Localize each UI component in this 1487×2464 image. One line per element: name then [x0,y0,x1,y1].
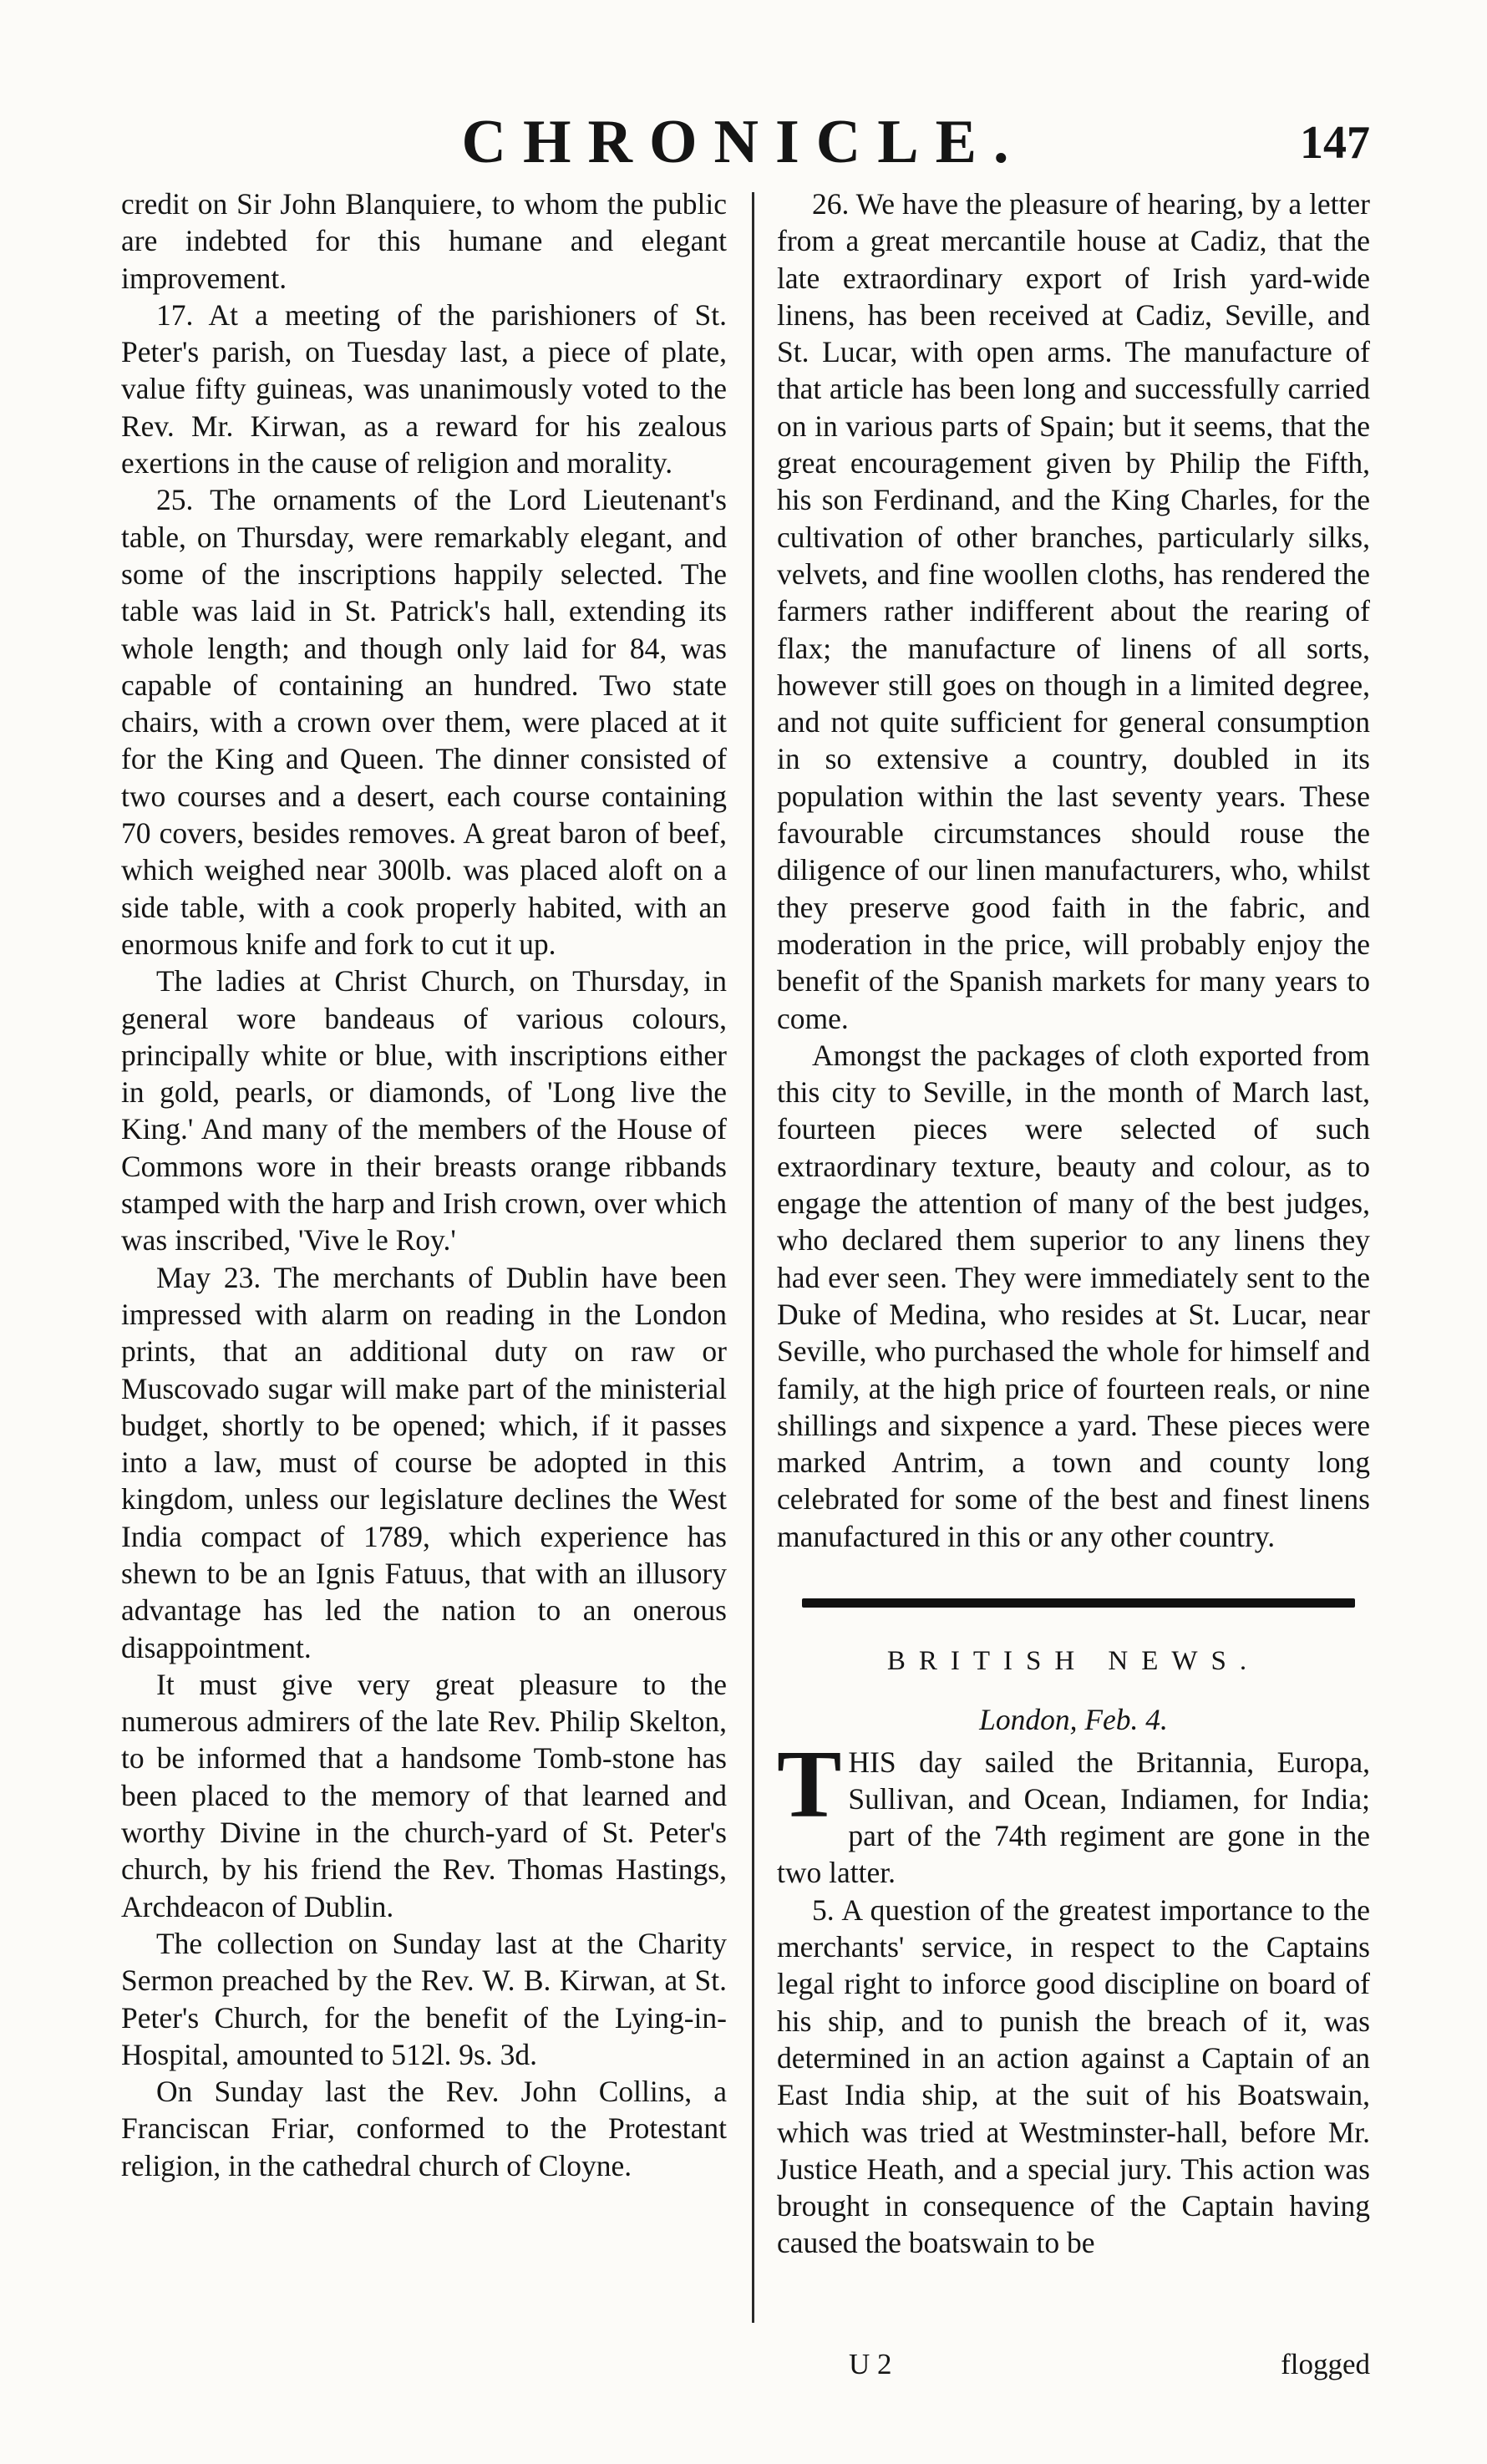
section-heading: BRITISH NEWS. [886,1645,1261,1676]
drop-cap: T [777,1730,842,1838]
catchword: flogged [1281,2348,1370,2380]
page-number: 147 [1300,117,1370,169]
paragraph: The ladies at Christ Church, on Thursday, in general wore bandeaus of various colours, principally white or blue, with inscriptions either in gold, pearls, or diamonds, of 'Long live the King.' And many of the members of the House of Commons wore in their breasts orange ribbands stamped with the harp and Irish crown, over which was inscribed, 'Vive le Roy.' [121,964,727,1257]
section-separator-rule [802,1598,1355,1608]
paragraph: 26. We have the pleasure of hearing, by a letter from a great mercantile house at Cadiz, that the late extraordinary export of Irish yard-wide linens, has been received at Cadiz, Seville, and St. Lucar, with open arms. The manufacture of that article has been long and successfully carried on in various parts of Spain; but it seems, that the great encouragement given by Philip the Fifth, his son Ferdinand, and the King Charles, for the cultivation of other branches, particularly silks, velvets, and fine woollen cloths, has rendered the farmers rather indifferent about the rearing of flax; the manufacture of linens of all sorts, however still goes on though in a limited degree, and not quite sufficient for general consumption in so extensive a country, doubled in its population within the last seventy years. These favourable circumstances should rouse the diligence of our linen manufacturers, who, whilst they preserve good faith in the fabric, and moderation in the price, will probably enjoy the benefit of the Spanish markets for many years to come. [777,187,1370,1035]
news-paragraph [777,1730,1370,1892]
right-column [777,185,1370,2262]
news-paragraph-text: HIS day sailed the Britannia, Europa, Sullivan, and Ocean, Indiamen, for India; part of the 74th regiment are gone in the two latter. [777,1745,1370,1890]
paragraph: It must give very great pleasure to the numerous admirers of the late Rev. Philip Skelton, to be informed that a handsome Tomb-stone has been placed to the memory of that learned and worthy Divine in the church-yard of St. Peter's church, by his friend the Rev. Thomas Hastings, Archdeacon of Dublin. [121,1667,727,1923]
paragraph: credit on Sir John Blanquiere, to whom the public are indebted for this humane and elegant improvement. [121,187,727,295]
paragraph: On Sunday last the Rev. John Collins, a Franciscan Friar, conformed to the Protestant religion, in the cathedral church of Cloyne. [121,2075,727,2182]
paragraph: 25. The ornaments of the Lord Lieutenant's table, on Thursday, were remarkably elegant, and some of the inscriptions happily selected. The table was laid in St. Patrick's hall, extending its whole length; and though only laid for 84, was capable of containing an hundred. Two state chairs, with a crown over them, were placed at it for the King and Queen. The dinner consisted of two courses and a desert, each course containing 70 covers, besides removes. A great baron of beef, which weighed near 300lb. was placed aloft on a side table, with a cook properly habited, with an enormous knife and fork to cut it up. [121,483,727,961]
signature-mark: U 2 [849,2348,892,2380]
left-column [121,185,727,2184]
paragraph: 17. At a meeting of the parishioners of St. Peter's parish, on Tuesday last, a piece of plate, value fifty guineas, was unanimously voted to the Rev. Mr. Kirwan, as a reward for his zealous exertions in the cause of religion and morality. [121,297,727,480]
page-footer [777,2346,1370,2388]
dateline: London, Feb. 4. [979,1703,1168,1737]
running-title: CHRONICLE. [461,108,1026,176]
news-paragraph: 5. A question of the greatest importance to the merchants' service, in respect to the Captains legal right to inforce good discipline on board of his ship, and to punish the breach of it, was determined in an action against a Captain of an East India ship, at the suit of his Boatswain, which was tried at Westminster-hall, before Mr. Justice Heath, and a special jury. This action was brought in consequence of the Captain having caused the boatswain to be [777,1892,1370,2260]
paragraph: May 23. The merchants of Dublin have been impressed with alarm on reading in the London prints, that an additional duty on raw or Muscovado sugar will make part of the ministerial budget, shortly to be opened; which, if it passes into a law, must of course be adopted in this kingdom, unless our legislature declines the West India compact of 1789, which experience has shewn to be an Ignis Fatuus, that with an illusory advantage has led the nation to an onerous disappointment. [121,1260,727,1664]
column-divider [752,192,754,2323]
paragraph: The collection on Sunday last at the Charity Sermon preached by the Rev. W. B. Kirwan, at St. Peter's Church, for the benefit of the Lying-in-Hospital, amounted to 512l. 9s. 3d. [121,1926,727,2071]
running-head [117,104,1370,180]
paragraph: Amongst the packages of cloth exported from this city to Seville, in the month of March last, fourteen pieces were selected of such extraordinary texture, beauty and colour, as to engage the attention of many of the best judges, who declared them superior to any linens they had ever seen. They were immediately sent to the Duke of Medina, who resides at St. Lucar, near Seville, who purchased the whole for himself and family, at the high price of fourteen reals, or nine shillings and sixpence a yard. These pieces were marked Antrim, a town and county long celebrated for some of the best and finest linens manufactured in this or any other country. [777,1038,1370,1553]
